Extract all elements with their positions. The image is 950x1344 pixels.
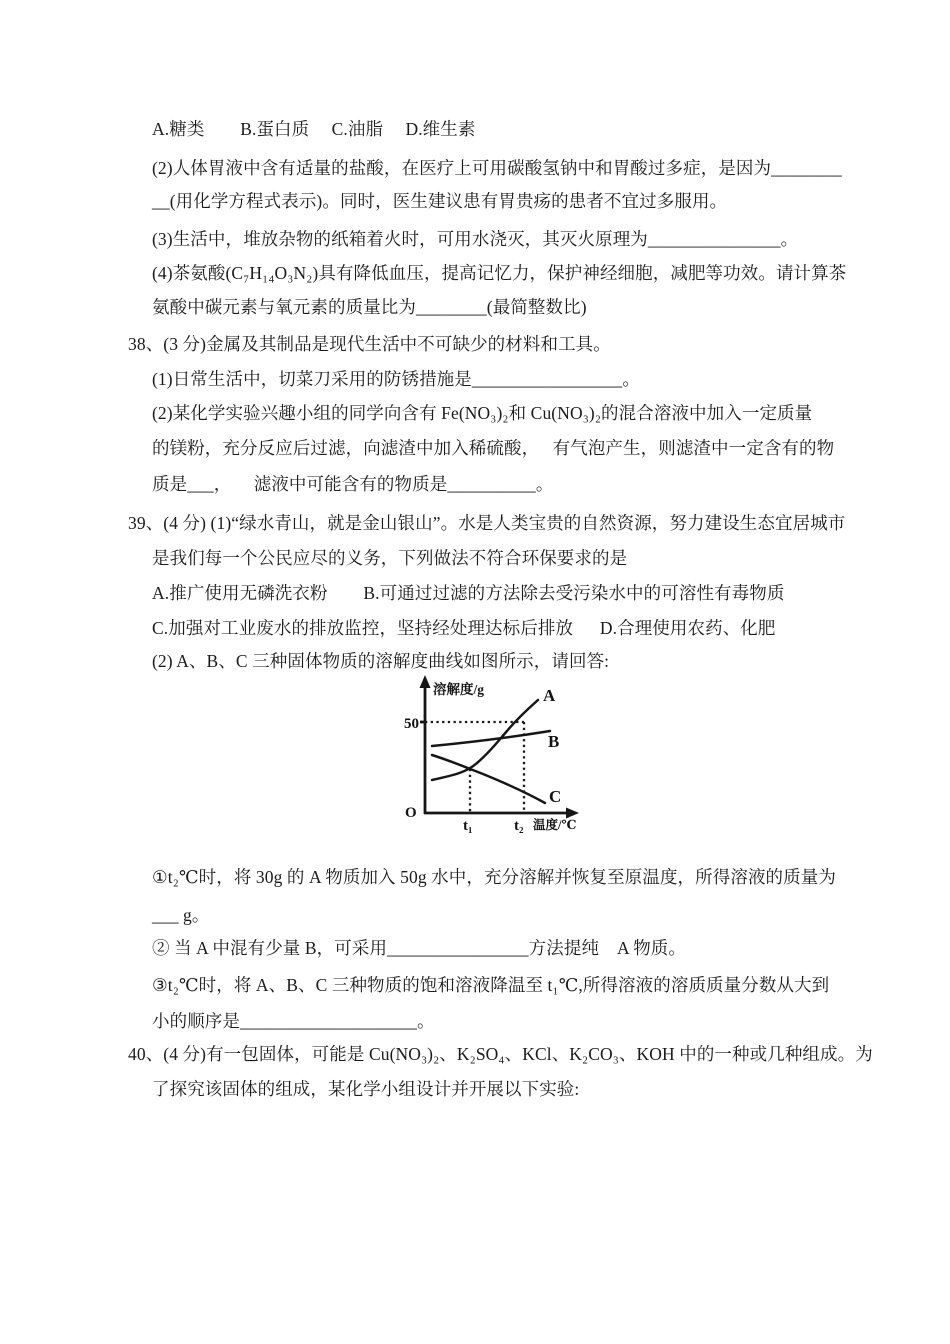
q39-2-sub2-line: ② 当 A 中混有少量 B，可采用________________方法提纯 A 物质。 (152, 938, 686, 958)
q38-stem: 38、(3 分)金属及其制品是现代生活中不可缺少的材料和工具。 (128, 334, 611, 354)
q39-stem-line2: 是我们每一个公民应尽的义务，下列做法不符合环保要求的是 (152, 548, 628, 568)
q38-2-line3: 质是___， 滤液中可能含有的物质是__________。 (152, 474, 554, 494)
q39-1-options-cd: C.加强对工业废水的排放监控，坚持经处理达标后排放 D.合理使用农药、化肥 (152, 618, 776, 638)
y-axis-label: 溶解度/g (433, 682, 485, 697)
q37-3-line: (3)生活中，堆放杂物的纸箱着火时，可用水浇灭，其灭火原理为_______________。 (152, 229, 799, 249)
curve-b-label: B (548, 732, 560, 751)
x-tick-t1: t₁ (463, 818, 473, 834)
q39-2-intro: (2) A、B、C 三种固体物质的溶解度曲线如图所示，请回答: (152, 651, 610, 671)
y-tick-50: 50 (404, 716, 419, 732)
q40-stem-line1: 40、(4 分)有一包固体，可能是 Cu(NO₃)₂、K₂SO₄、KCl、K₂CO₃、KOH 中的一种或几种组成。为 (128, 1044, 873, 1064)
q37-4-line2: 氨酸中碳元素与氧元素的质量比为________(最简整数比) (152, 297, 587, 317)
q37-4-line1: (4)茶氨酸(C₇H₁₄O₃N₂)具有降低血压，提高记忆力，保护神经细胞，减肥等功效。请计算茶 (152, 263, 847, 283)
q38-2-line1: (2)某化学实验兴趣小组的同学向含有 Fe(NO₃)₂和 Cu(NO₃)₂的混合溶液中加入一定质量 (152, 403, 813, 423)
q38-1-line: (1)日常生活中，切菜刀采用的防锈措施是_________________。 (152, 369, 640, 389)
q39-1-options-ab: A.推广使用无磷洗衣粉 B.可通过过滤的方法除去受污染水中的可溶性有毒物质 (152, 583, 785, 603)
q38-2-line2: 的镁粉，充分反应后过滤，向滤渣中加入稀硫酸， 有气泡产生，则滤渣中一定含有的物 (152, 438, 835, 458)
q40-stem-line2: 了探究该固体的组成，某化学小组设计并开展以下实验: (152, 1079, 580, 1099)
curve-b (432, 731, 550, 746)
q37-2-line2: __(用化学方程式表示)。同时，医生建议患有胃贵疡的患者不宜过多服用。 (152, 191, 728, 211)
q39-2-sub1-line2: ___ g。 (152, 905, 210, 925)
q37-1-options: A.糖类 B.蛋白质 C.油脂 D.维生素 (152, 119, 476, 139)
curve-c-label: C (549, 787, 562, 806)
x-axis-arrow-icon (566, 808, 579, 819)
y-axis-arrow-icon (420, 675, 431, 688)
curve-a-label: A (543, 686, 556, 705)
solubility-chart (393, 674, 643, 856)
x-axis-label: 温度/℃ (533, 818, 577, 832)
curve-c (432, 755, 545, 803)
q37-2-line1: (2)人体胃液中含有适量的盐酸，在医疗上可用碳酸氢钠中和胃酸过多症，是因为________ (152, 158, 842, 178)
x-tick-t2: t₂ (514, 818, 524, 834)
origin-label: O (405, 805, 417, 821)
q39-2-sub3-line1: ③t₂℃时，将 A、B、C 三种物质的饱和溶液降温至 t₁℃,所得溶液的溶质质量分数从大到 (152, 975, 830, 995)
q39-2-sub3-line2: 小的顺序是____________________。 (152, 1011, 435, 1031)
q39-2-sub1-line1: ①t₂℃时，将 30g 的 A 物质加入 50g 水中，充分溶解并恢复至原温度，所得溶液的质量为 (152, 867, 836, 887)
q39-stem-line1: 39、(4 分) (1)“绿水青山，就是金山银山”。水是人类宝贵的自然资源，努力建设生态宜居城市 (128, 513, 846, 533)
solubility-chart-svg (393, 674, 643, 856)
